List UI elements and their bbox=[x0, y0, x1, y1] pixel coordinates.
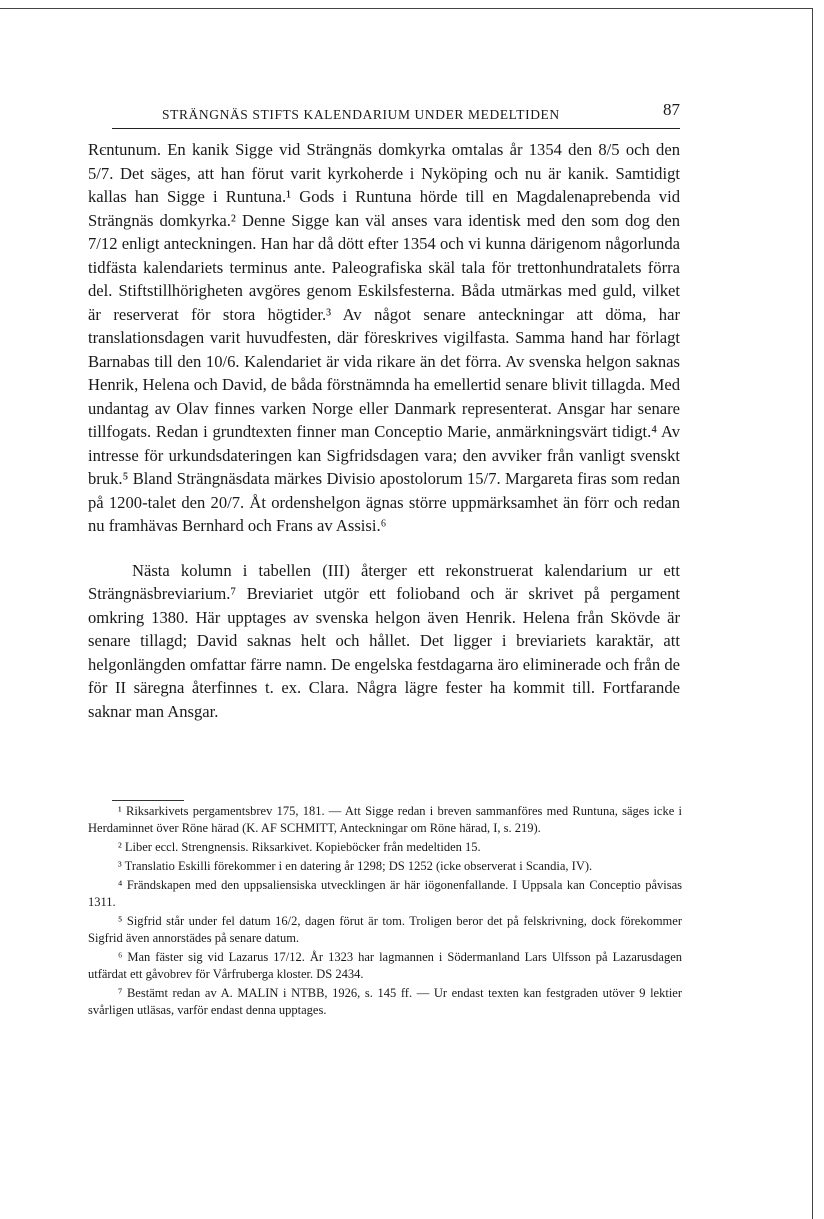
footnote: ⁵ Sigfrid står under fel datum 16/2, dagen förut är tom. Troligen beror det på felskrivning, dock förekommer Sigfrid även annorstädes på senare datum. bbox=[88, 914, 682, 945]
footnote: ⁴ Frändskapen med den uppsaliensiska utvecklingen är här iögonenfallande. I Uppsala kan Conceptio påvisas 1311. bbox=[88, 878, 682, 909]
footnote: ¹ Riksarkivets pergamentsbrev 175, 181. — Att Sigge redan i breven sammanföres med Runtuna, säges icke i Herdaminnet över Röne härad (K. AF SCHMITT, Anteckningar om Röne härad, I, s. 219). bbox=[88, 804, 682, 835]
footnote-divider bbox=[112, 800, 184, 801]
running-title: STRÄNGNÄS STIFTS KALENDARIUM UNDER MEDELTIDEN bbox=[162, 107, 560, 122]
scan-right-edge bbox=[812, 8, 813, 1219]
body-text bbox=[88, 138, 680, 723]
paragraph: Rєntunum. En kanik Sigge vid Strängnäs domkyrka omtalas år 1354 den 8/5 och den 5/7. Det säges, att han förut varit kyrkoherde i Nyköping och nu är kanik. Samtidigt kallas han Sigge i Runtuna.¹ Gods i Runtuna hörde till en Magdalenaprebenda vid Strängnäs domkyrka.² Denne Sigge kan väl anses vara identisk med den som dog den 7/12 enligt anteckningen. Han har då dött efter 1354 och vi kunna därigenom någorlunda tidfästa kalendariets terminus ante. Paleografiska skäl tala för trettonhundratalets förra del. Stiftstillhörigheten avgöres genom Eskilsfesterna. Båda utmärkas med guld, vilket är reserverat för stora högtider.³ Av något senare anteckningar att döma, har translationsdagen varit huvudfesten, där föreskrives vigilfasta. Samma hand har förlagt Barnabas till den 10/6. Kalendariet är vida rikare än det förra. Av svenska helgon saknas Henrik, Helena och David, de båda förstnämnda ha emellertid senare blivit tillagda. Med undantag av Olav finnes varken Norge eller Danmark representerat. Ansgar har senare tillfogats. Redan i grundtexten finner man Conceptio Marie, anmärkningsvärt tidigt.⁴ Av intresse för urkundsdateringen kan Sigfridsdagen vara; den avviker från vanligt svenskt bruk.⁵ Bland Strängnäsdata märkes Divisio apostolorum 15/7. Margareta firas som redan på 1200-talet den 20/7. Åt ordenshelgon ägnas större uppmärksamhet än förr och redan nu framhävas Bernhard och Frans av Assisi.⁶ bbox=[88, 140, 680, 535]
footnotes bbox=[88, 803, 682, 1019]
footnote: ³ Translatio Eskilli förekommer i en datering år 1298; DS 1252 (icke observerat i Scandia, IV). bbox=[118, 859, 593, 873]
footnote: ² Liber eccl. Strengnensis. Riksarkivet. Kopieböcker från medeltiden 15. bbox=[118, 840, 481, 854]
page-number: 87 bbox=[663, 100, 680, 119]
footnote: ⁷ Bestämt redan av A. MALIN i NTBB, 1926, s. 145 ff. — Ur endast texten kan festgraden utöver 9 lektier svårligen utläsas, varför endast denna upptages. bbox=[88, 986, 682, 1017]
scan-top-edge bbox=[0, 8, 812, 9]
page-header bbox=[112, 100, 680, 129]
footnote: ⁶ Man fäster sig vid Lazarus 17/12. År 1323 har lagmannen i Södermanland Lars Ulfsson på Lazarusdagen utfärdat ett gåvobrev för Vårfruberga kloster. DS 2434. bbox=[88, 950, 682, 981]
paragraph: Nästa kolumn i tabellen (III) återger ett rekonstruerat kalendarium ur ett Strängnäsbreviarium.⁷ Breviariet utgör ett folioband och är skrivet på pergament omkring 1380. Här upptages av svenska helgon även Henrik. Helena från Skövde är senare tillagd; David saknas helt och hållet. Det ligger i breviariets karaktär, att helgonlängden omfattar färre namn. De engelska festdagarna äro eliminerade och från de för II säregna återfinnes t. ex. Clara. Några lägre fester ha kommit till. Fortfarande saknar man Ansgar. bbox=[88, 560, 680, 721]
